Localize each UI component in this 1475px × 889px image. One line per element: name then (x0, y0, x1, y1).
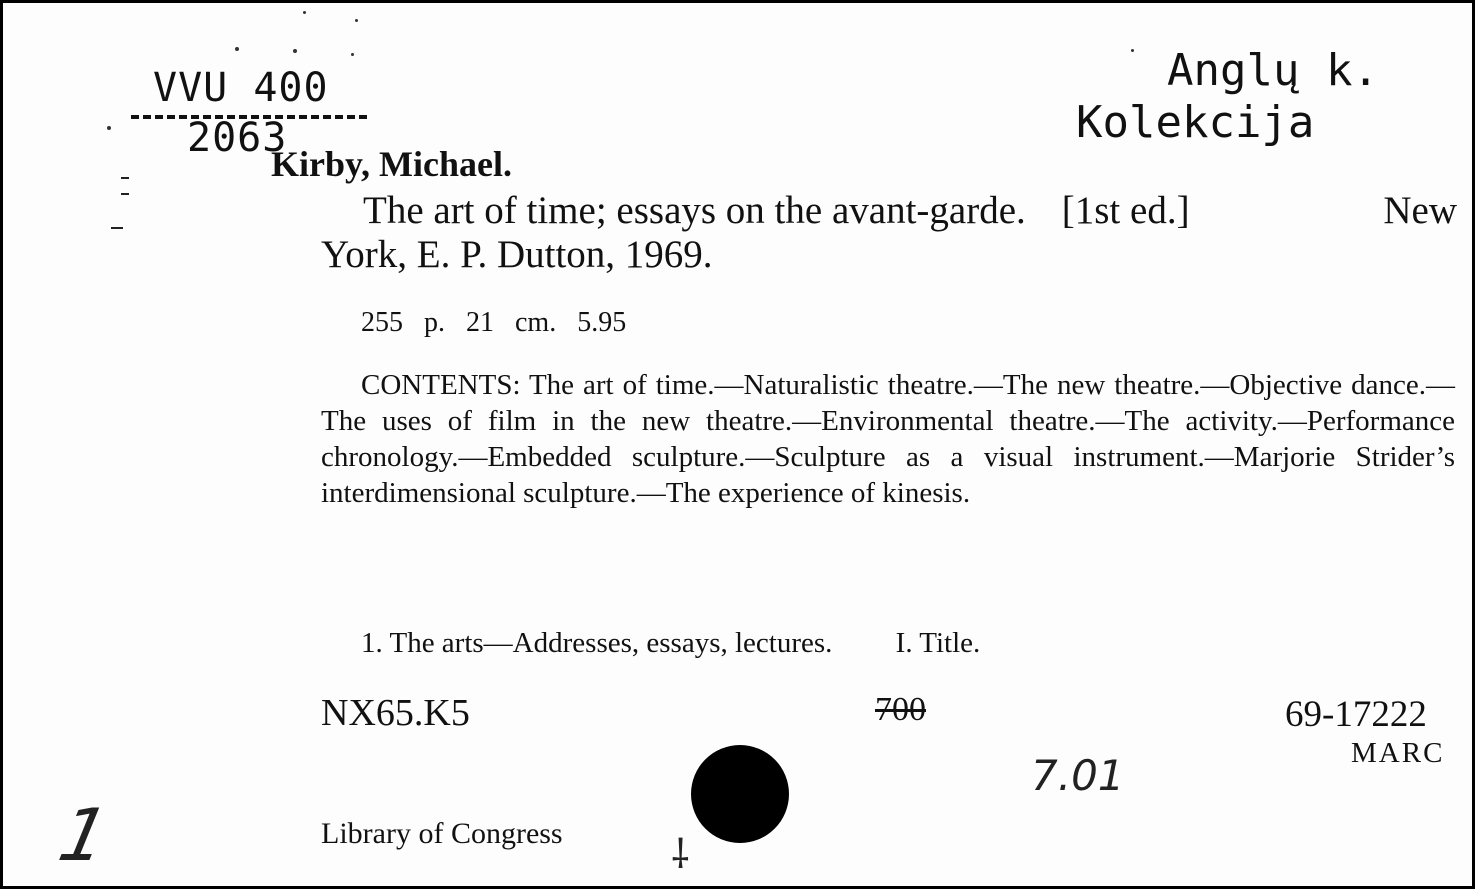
language-label: Anglų k. (1167, 45, 1379, 96)
tracings (361, 627, 980, 660)
imprint-start: New (1383, 189, 1457, 232)
library-label: Library of Congress (321, 817, 563, 850)
speck (351, 53, 354, 56)
contents-note: CONTENTS: The art of time.—Naturalistic theatre.—The new theatre.—Objective dance.—The uses of film in the new theatre.—Environmental theatre.—The activity.—Performance chronology.—Embedded sculpture.—Sculpture as a visual instrument.—Marjorie Strider’s interdimensional sculpture.—The experience of kinesis. (321, 369, 1455, 509)
author-heading: Kirby, Michael. (271, 144, 512, 184)
speck (1131, 49, 1134, 52)
collation-line: 255 p. 21 cm. 5.95 (361, 307, 627, 338)
title-tracing: I. Title. (895, 627, 981, 659)
subject-tracing: 1. The arts—Addresses, essays, lectures. (361, 627, 833, 659)
speck (107, 126, 111, 130)
speck (303, 11, 306, 14)
margin-tick (121, 177, 129, 179)
marc-label: MARC (1351, 737, 1445, 769)
punch-hole (691, 745, 789, 843)
collection-label: Kolekcija (1076, 97, 1315, 148)
handwritten-price: 7.01 (1031, 751, 1125, 800)
speck (235, 47, 239, 51)
title-statement (321, 189, 1457, 277)
lc-call-number: NX65.K5 (321, 692, 470, 734)
title-text: The art of time; essays on the avant-garde. (363, 189, 1026, 232)
call-number-bottom: 2063 (187, 115, 288, 161)
imprint-text: York, E. P. Dutton, 1969. (321, 233, 713, 276)
lccn-number: 69-17222 (1285, 694, 1427, 735)
stamp-mark-icon: ⸸ (671, 832, 690, 878)
margin-tick (121, 193, 129, 195)
speck (293, 49, 297, 53)
edition-statement: [1st ed.] (1061, 189, 1190, 232)
speck (355, 19, 358, 22)
handwritten-copy-number: 1 (52, 793, 116, 877)
crossed-price: 700 (875, 691, 926, 728)
margin-tick (111, 227, 123, 229)
call-number-top: VVU 400 (153, 65, 329, 111)
